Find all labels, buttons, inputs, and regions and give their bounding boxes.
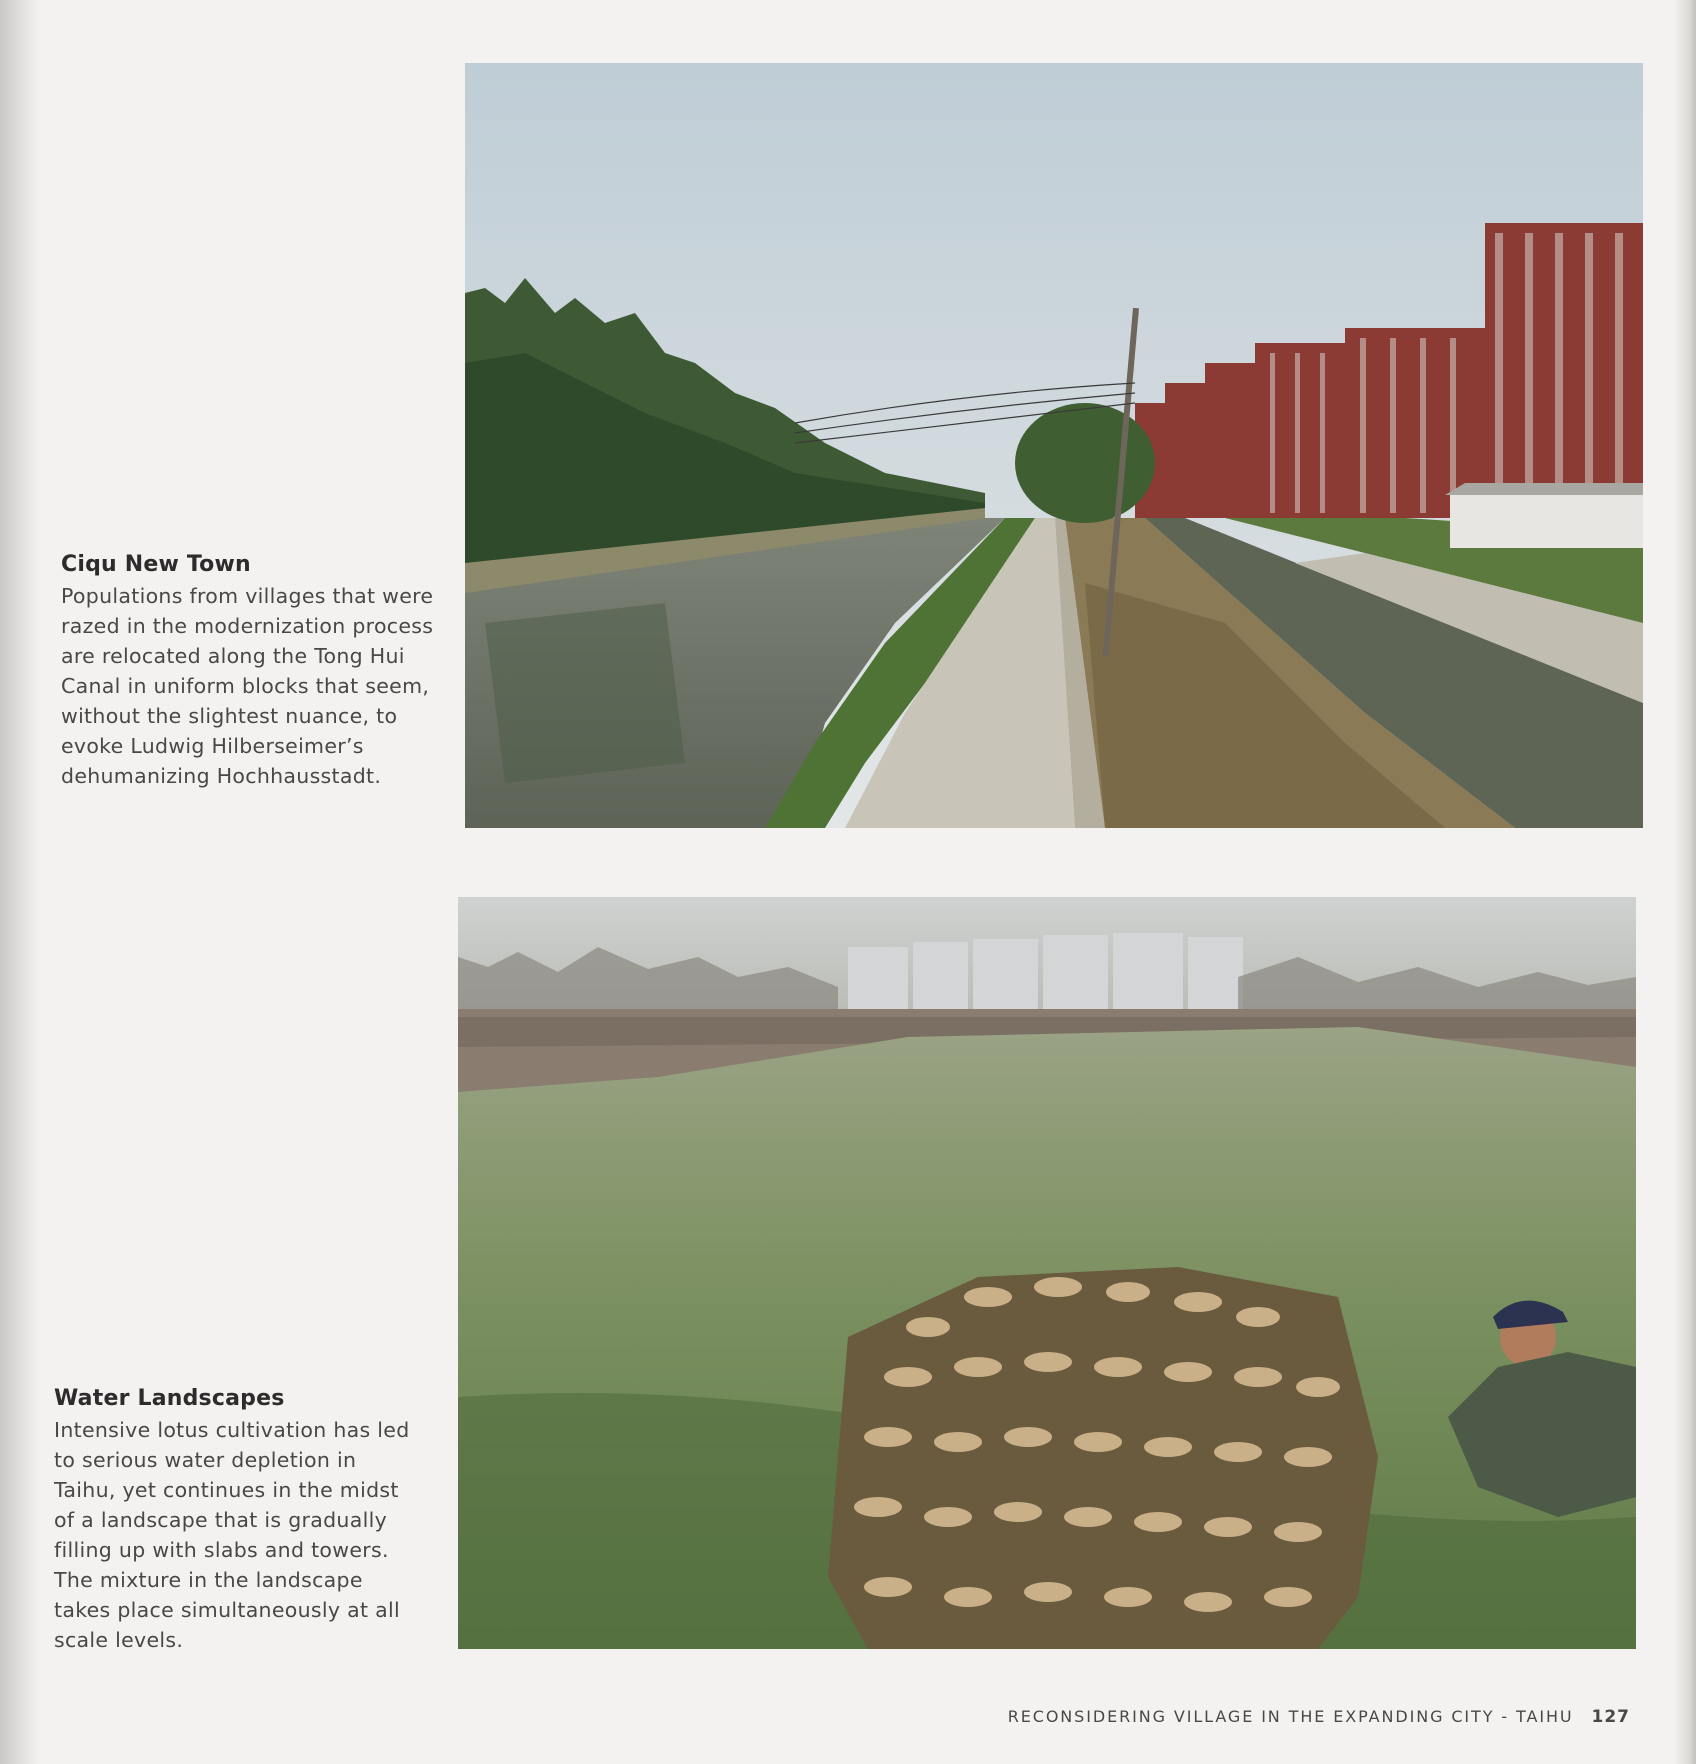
caption-title: Ciqu New Town xyxy=(61,552,251,577)
caption-body: Populations from villages that were razed in the modernization process are relocated along the Tong Hui Canal in uniform blocks that seem, without the slightest nuance, to evoke Ludwig Hilberseimer’s dehumanizing Hochhausstadt. xyxy=(61,584,434,788)
page-number: 127 xyxy=(1591,1707,1630,1727)
caption-title: Water Landscapes xyxy=(54,1386,285,1411)
photo-canal-towers xyxy=(465,63,1643,828)
book-binding-shadow xyxy=(0,0,40,1764)
photo-lotus-harvest xyxy=(458,897,1636,1649)
running-footer xyxy=(1008,1707,1630,1727)
caption-water-landscapes xyxy=(54,1386,454,1655)
running-head: RECONSIDERING VILLAGE IN THE EXPANDING CITY - TAIHU xyxy=(1007,1707,1574,1726)
caption-body: Intensive lotus cultivation has led to serious water depletion in Taihu, yet continues in the midst of a landscape that is gradually filling up with slabs and towers. The mixture in the landscape takes place simultaneously at all scale levels. xyxy=(54,1418,410,1652)
caption-ciqu-new-town xyxy=(61,552,461,791)
page-edge-shadow xyxy=(1674,0,1696,1764)
